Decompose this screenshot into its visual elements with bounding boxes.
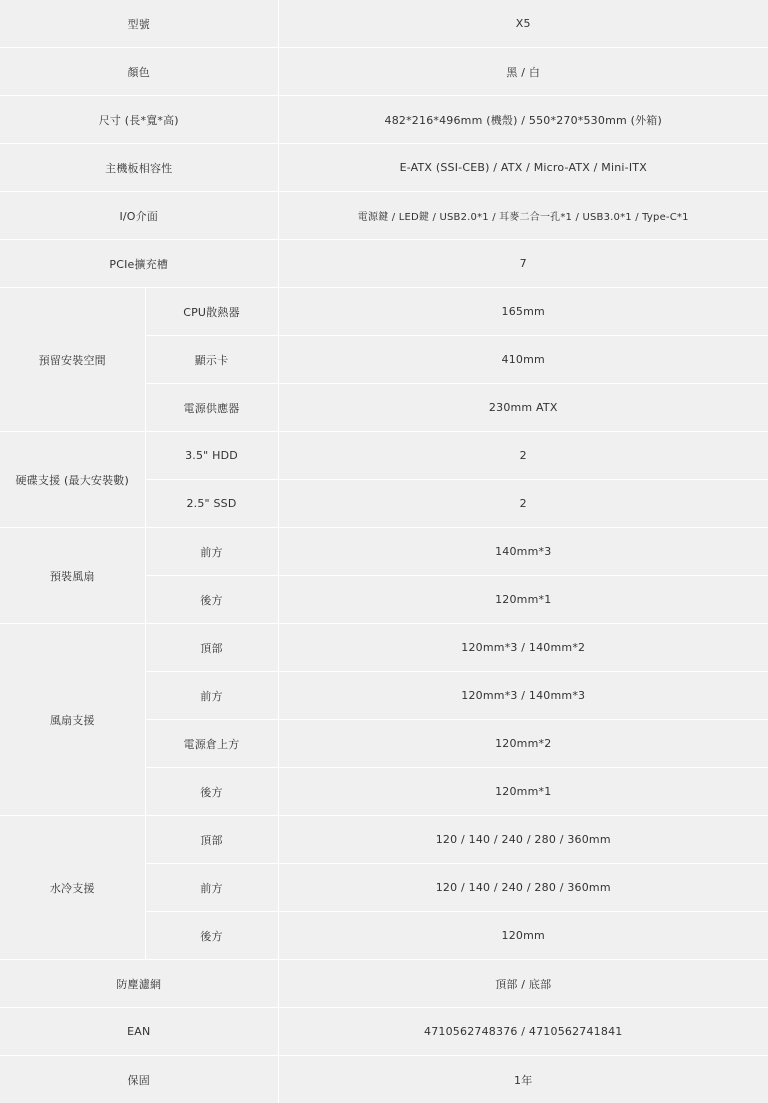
sub-label: 顯示卡 [145, 336, 278, 384]
row-value: 120 / 140 / 240 / 280 / 360mm [278, 816, 768, 864]
group-label: 預裝風扇 [0, 528, 145, 624]
row-value: 7 [278, 240, 768, 288]
sub-label: 3.5" HDD [145, 432, 278, 480]
table-row [0, 144, 768, 192]
sub-label: 前方 [145, 672, 278, 720]
table-row [0, 624, 768, 672]
table-row [0, 192, 768, 240]
sub-label: 前方 [145, 528, 278, 576]
table-row [0, 528, 768, 576]
row-value: 120mm*3 / 140mm*3 [278, 672, 768, 720]
sub-label: 後方 [145, 912, 278, 960]
group-label: 風扇支援 [0, 624, 145, 816]
row-label: 保固 [0, 1056, 278, 1103]
row-value: 120mm*1 [278, 768, 768, 816]
row-label: 防塵濾網 [0, 960, 278, 1008]
sub-label: 前方 [145, 864, 278, 912]
row-value: 165mm [278, 288, 768, 336]
row-value: 電源鍵 / LED鍵 / USB2.0*1 / 耳麥二合一孔*1 / USB3.0*1 / Type-C*1 [278, 192, 768, 240]
row-value: 120mm*2 [278, 720, 768, 768]
table-row [0, 288, 768, 336]
row-value: 140mm*3 [278, 528, 768, 576]
table-row [0, 1008, 768, 1056]
table-row [0, 48, 768, 96]
table-row [0, 432, 768, 480]
table-row [0, 240, 768, 288]
row-value: X5 [278, 0, 768, 48]
sub-label: 後方 [145, 768, 278, 816]
sub-label: 2.5" SSD [145, 480, 278, 528]
row-value: 1年 [278, 1056, 768, 1103]
row-value: E-ATX (SSI-CEB) / ATX / Micro-ATX / Mini-ITX [278, 144, 768, 192]
row-value: 頂部 / 底部 [278, 960, 768, 1008]
sub-label: 頂部 [145, 816, 278, 864]
group-label: 預留安裝空間 [0, 288, 145, 432]
sub-label: CPU散熱器 [145, 288, 278, 336]
sub-label: 電源供應器 [145, 384, 278, 432]
row-value: 2 [278, 480, 768, 528]
group-label: 水冷支援 [0, 816, 145, 960]
row-label: 顏色 [0, 48, 278, 96]
row-value: 4710562748376 / 4710562741841 [278, 1008, 768, 1056]
table-row [0, 0, 768, 48]
row-label: 尺寸 (長*寬*高) [0, 96, 278, 144]
row-value: 410mm [278, 336, 768, 384]
row-value: 120mm [278, 912, 768, 960]
row-label: EAN [0, 1008, 278, 1056]
table-row [0, 96, 768, 144]
sub-label: 電源倉上方 [145, 720, 278, 768]
row-label: PCIe擴充槽 [0, 240, 278, 288]
row-value: 2 [278, 432, 768, 480]
row-label: 主機板相容性 [0, 144, 278, 192]
row-value: 120mm*3 / 140mm*2 [278, 624, 768, 672]
table-row [0, 960, 768, 1008]
row-value: 230mm ATX [278, 384, 768, 432]
table-row [0, 816, 768, 864]
row-value: 黑 / 白 [278, 48, 768, 96]
sub-label: 後方 [145, 576, 278, 624]
row-value: 120 / 140 / 240 / 280 / 360mm [278, 864, 768, 912]
table-row [0, 1056, 768, 1103]
row-label: I/O介面 [0, 192, 278, 240]
row-value: 482*216*496mm (機殼) / 550*270*530mm (外箱) [278, 96, 768, 144]
row-label: 型號 [0, 0, 278, 48]
sub-label: 頂部 [145, 624, 278, 672]
group-label: 硬碟支援 (最大安裝數) [0, 432, 145, 528]
row-value: 120mm*1 [278, 576, 768, 624]
